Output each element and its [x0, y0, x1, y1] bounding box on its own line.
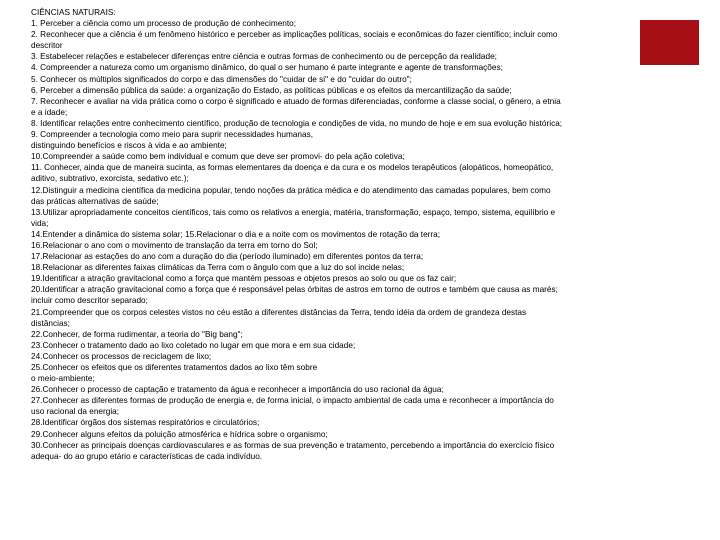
text-line: 1. Perceber a ciência como um processo de produção de conhecimento;	[31, 19, 297, 29]
text-line: 28.Identificar órgãos dos sistemas respiratórios e circulatórios;	[31, 418, 260, 428]
text-line: aditivo, subtrativo, exorcista, sedativo etc.);	[31, 174, 189, 184]
text-line: 8. Identificar relações entre conhecimento científico, produção de tecnologia e condições de vida, no mundo de hoje e em sua evolução histórica;	[31, 118, 563, 128]
text-line: 7. Reconhecer e avaliar na vida prática como o corpo é significado e atuado de formas diferenciadas, conforme a classe social, o gênero, a etnia	[31, 96, 561, 106]
text-line: 14.Entender a dinâmica do sistema solar; 15.Relacionar o dia e a noite com os movimentos de rotação da terra;	[31, 229, 441, 239]
text-line: 22.Conhecer, de forma rudimentar, a teoria do "Big bang";	[31, 329, 243, 339]
text-line: 20.Identificar a atração gravitacional como a força que é responsável pelas órbitas de astros em torno de outros e também que causa as marés;	[31, 285, 558, 295]
text-line: 17.Relacionar as estações do ano com a duração do dia (período iluminado) em diferentes pontos da terra;	[31, 252, 424, 262]
document-title: CIÊNCIAS NATURAIS:	[31, 8, 116, 17]
text-line: 6. Perceber a dimensão pública da saúde: a organização do Estado, as políticas públicas e os efeitos da mercantilização da saúde;	[31, 85, 512, 95]
text-line: 24.Conhecer os processos de reciclagem de lixo;	[31, 351, 212, 361]
text-line: vida;	[31, 218, 49, 228]
text-line: 11. Conhecer, ainda que de maneira sucinta, as formas elementares da doença e da cura e os modelos terapêuticos (alopáticos, homeopático,	[31, 163, 554, 173]
text-line: 3. Estabelecer relações e estabelecer diferenças entre ciência e outras formas de conhecimento ou de percepção da realidade;	[31, 52, 497, 62]
text-line: 27.Conhecer as diferentes formas de produção de energia e, de forma inicial, o impacto ambiental de cada uma e reconhecer a importância do	[31, 396, 554, 406]
text-line: 16.Relacionar o ano com o movimento de translação da terra em torno do Sol;	[31, 240, 318, 250]
text-line: uso racional da energia;	[31, 407, 120, 417]
text-line: 26.Conhecer o processo de captação e tratamento da água e reconhecer a importância do uso racional da água;	[31, 385, 444, 395]
text-line: 10.Compreender a saúde como bem individual e comum que deve ser promovi- do pela ação coletiva;	[31, 152, 405, 162]
document-body	[31, 7, 693, 462]
text-line: 30.Conhecer as principais doenças cardiovasculares e as formas de sua prevenção e tratamento, percebendo a importância do exercício físico	[31, 440, 555, 450]
text-line: distinguindo benefícios e riscos à vida e ao ambiente;	[31, 141, 227, 151]
text-line: 5. Conhecer os múltiplos significados do corpo e das dimensões do "cuidar de si" e do "cuidar do outro";	[31, 74, 412, 84]
text-line: 9. Compreender a tecnologia como meio para suprir necessidades humanas,	[31, 130, 314, 140]
line-list	[31, 18, 693, 462]
text-line: adequa- do ao grupo etário e características de cada indivíduo.	[31, 451, 263, 461]
text-line: 18.Relacionar as diferentes faixas climáticas da Terra com o ângulo com que a luz do sol incide nelas;	[31, 263, 405, 273]
text-line: das práticas alternativas de saúde;	[31, 196, 159, 206]
text-line: 25.Conhecer os efeitos que os diferentes tratamentos dados ao lixo têm sobre	[31, 363, 318, 372]
text-line: 19.Identificar a atração gravitacional como a força que mantém pessoas e objetos presos ao solo ou que os faz cair;	[31, 274, 457, 284]
text-line: 12.Distinguir a medicina científica da medicina popular, tendo noções da prática médica e do atendimento das camadas populares, bem como	[31, 185, 551, 195]
text-line: 13.Utilizar apropriadamente conceitos científicos, tais como os relativos a energia, matéria, transformação, espaço, tempo, sistema, equilíbrio e	[31, 207, 556, 217]
text-line: 23.Conhecer o tratamento dado ao lixo coletado no lugar em que mora e em sua cidade;	[31, 340, 356, 350]
text-line: 29.Conhecer alguns efeitos da poluição atmosférica e hídrica sobre o organismo;	[31, 429, 328, 439]
text-line: incluir como descritor separado;	[31, 296, 148, 306]
text-line: distâncias;	[31, 318, 70, 328]
text-line: e a idade;	[31, 107, 68, 117]
text-line: descritor	[31, 41, 63, 51]
text-line: 2. Reconhecer que a ciência é um fenômeno histórico e perceber as implicações políticas, sociais e econômicas do fazer científico; incluir como	[31, 30, 558, 40]
text-line: 4. Compreender a natureza como um organismo dinâmico, do qual o ser humano é parte integrante e agente de transformações;	[31, 63, 503, 73]
text-line: o meio-ambiente;	[31, 374, 95, 384]
text-line: 21.Compreender que os corpos celestes vistos no céu estão a diferentes distâncias da Terra, tendo idéia da ordem de grandeza destas	[31, 307, 527, 317]
